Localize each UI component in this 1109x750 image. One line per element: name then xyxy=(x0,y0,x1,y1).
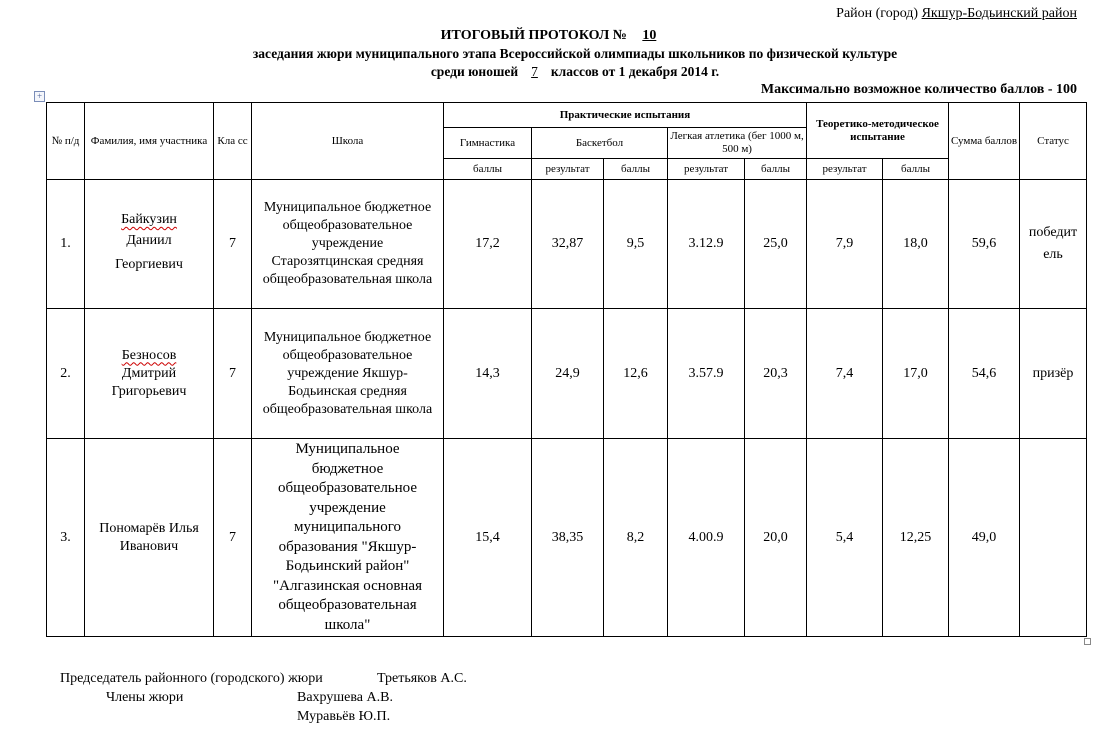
athletics-result: 4.00.9 xyxy=(668,439,745,637)
athletics-points: 25,0 xyxy=(745,180,807,309)
basketball-result: 24,9 xyxy=(532,309,604,439)
table-move-handle-icon[interactable]: + xyxy=(34,91,45,102)
participant-name xyxy=(85,309,214,439)
header-theory: Теоретико-методическое испытание xyxy=(807,103,949,159)
protocol-class-line xyxy=(0,64,1109,80)
subheader-gym-points: баллы xyxy=(444,159,532,180)
class-line-suffix: классов от 1 декабря 2014 г. xyxy=(550,64,720,79)
class-line-prefix: среди юношей xyxy=(430,64,519,79)
jury-member-1: Вахрушева А.В. xyxy=(297,690,393,705)
district-line xyxy=(836,6,1077,22)
header-practical: Практические испытания xyxy=(444,103,807,128)
school-name: Муниципальное бюджетное общеобразовательное учреждение муниципального образования "Якшур-Бодьинский район" "Алгазинская основная общеобразовательная школа" xyxy=(252,439,444,637)
participant-name xyxy=(85,439,214,637)
theory-points: 17,0 xyxy=(883,309,949,439)
subheader-ath-result: результат xyxy=(668,159,745,180)
theory-result: 7,4 xyxy=(807,309,883,439)
max-score: Максимально возможное количество баллов - 100 xyxy=(760,82,1077,97)
participant-class: 7 xyxy=(214,180,252,309)
header-name: Фамилия, имя участника xyxy=(85,103,214,180)
jury-member-2: Муравьёв Ю.П. xyxy=(297,709,391,724)
theory-result: 7,9 xyxy=(807,180,883,309)
participant-class: 7 xyxy=(214,439,252,637)
theory-result: 5,4 xyxy=(807,439,883,637)
chairman-name: Третьяков А.С. xyxy=(377,671,467,686)
header-class: Кла сс xyxy=(214,103,252,180)
theory-points: 18,0 xyxy=(883,180,949,309)
basketball-result: 32,87 xyxy=(532,180,604,309)
table-resize-handle-icon[interactable] xyxy=(1084,638,1091,645)
basketball-points: 9,5 xyxy=(604,180,668,309)
sum-points: 49,0 xyxy=(949,439,1020,637)
athletics-points: 20,3 xyxy=(745,309,807,439)
theory-points: 12,25 xyxy=(883,439,949,637)
participant-surname: Пономарёв Илья xyxy=(99,520,199,536)
school-name: Муниципальное бюджетное общеобразовательное учреждение Якшур-Бодьинская средняя общеобразовательная школа xyxy=(252,309,444,439)
protocol-title xyxy=(0,28,1109,44)
table-row xyxy=(47,180,1087,309)
participant-status xyxy=(1020,439,1087,637)
participant-class: 7 xyxy=(214,309,252,439)
participant-given-names: Иванович xyxy=(119,538,179,554)
subheader-theory-result: результат xyxy=(807,159,883,180)
participant-surname: Безносов xyxy=(121,347,177,363)
members-label: Члены жюри xyxy=(106,690,184,705)
participant-surname: Байкузин xyxy=(121,212,177,227)
gym-points: 15,4 xyxy=(444,439,532,637)
gym-points: 14,3 xyxy=(444,309,532,439)
participant-given-names: Дмитрий Григорьевич xyxy=(111,365,187,399)
row-num: 3. xyxy=(47,439,85,637)
title-prefix: ИТОГОВЫЙ ПРОТОКОЛ № xyxy=(440,28,627,43)
header-school: Школа xyxy=(252,103,444,180)
school-name: Муниципальное бюджетное общеобразовательное учреждение Старозятцинская средняя общеобразовательная школа xyxy=(252,180,444,309)
subheader-theory-points: баллы xyxy=(883,159,949,180)
athletics-points: 20,0 xyxy=(745,439,807,637)
table-row xyxy=(47,309,1087,439)
subheader-ath-points: баллы xyxy=(745,159,807,180)
basketball-result: 38,35 xyxy=(532,439,604,637)
row-num: 2. xyxy=(47,309,85,439)
header-gymnastics: Гимнастика xyxy=(444,128,532,159)
subheader-bask-points: баллы xyxy=(604,159,668,180)
sum-points: 54,6 xyxy=(949,309,1020,439)
status-text: победитель xyxy=(1028,225,1078,262)
table-row xyxy=(47,439,1087,637)
participant-status: призёр xyxy=(1020,309,1087,439)
header-sum: Сумма баллов xyxy=(949,103,1020,180)
header-basketball: Баскетбол xyxy=(532,128,668,159)
header-status: Статус xyxy=(1020,103,1087,180)
gym-points: 17,2 xyxy=(444,180,532,309)
participant-status xyxy=(1020,180,1087,309)
athletics-result: 3.12.9 xyxy=(668,180,745,309)
district-label: Район (город) xyxy=(836,6,919,21)
header-num: № п/д xyxy=(47,103,85,180)
class-number: 7 xyxy=(531,64,538,79)
header-athletics: Легкая атлетика (бег 1000 м, 500 м) xyxy=(668,128,807,159)
subheader-bask-result: результат xyxy=(532,159,604,180)
basketball-points: 12,6 xyxy=(604,309,668,439)
chairman-label: Председатель районного (городского) жюри xyxy=(60,671,323,686)
district-value: Якшур-Бодьинский район xyxy=(921,6,1077,21)
protocol-number: 10 xyxy=(642,28,657,43)
sum-points: 59,6 xyxy=(949,180,1020,309)
basketball-points: 8,2 xyxy=(604,439,668,637)
row-num: 1. xyxy=(47,180,85,309)
participant-given-names: Даниил Георгиевич xyxy=(115,233,183,272)
results-table xyxy=(46,102,1087,637)
protocol-subtitle: заседания жюри муниципального этапа Всероссийской олимпиады школьников по физической культуре xyxy=(252,46,898,61)
athletics-result: 3.57.9 xyxy=(668,309,745,439)
participant-name xyxy=(85,180,214,309)
